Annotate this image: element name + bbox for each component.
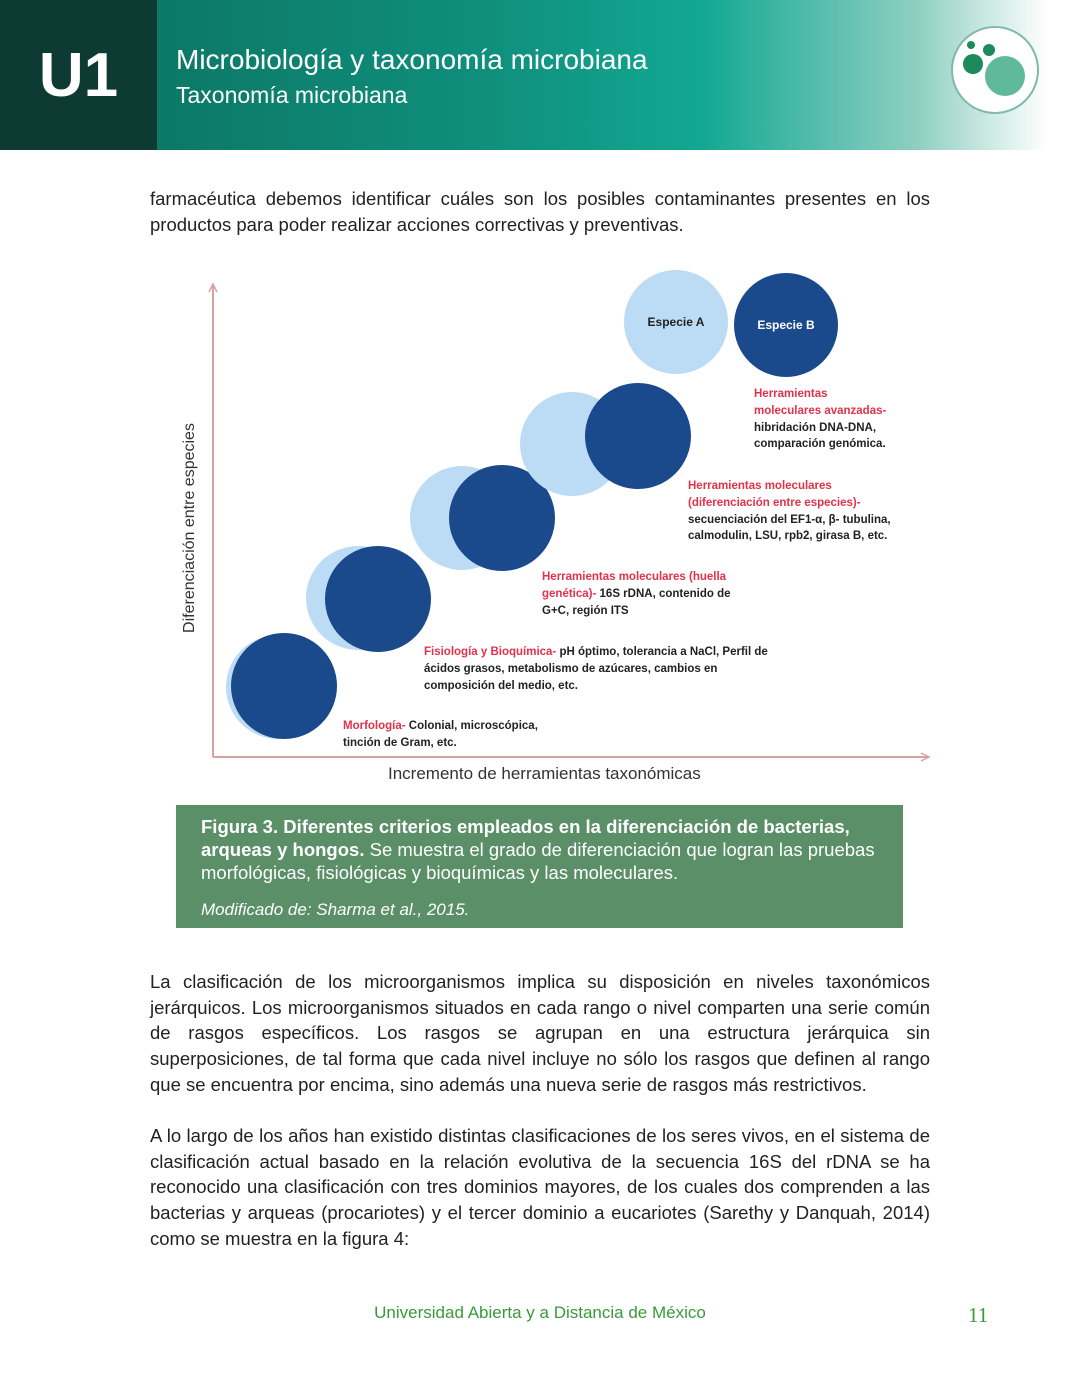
figure-caption: Figura 3. Diferentes criterios empleados en la diferenciación de bacterias, arqueas y hongos. Se muestra el grado de diferenciación que logran las pruebas morfológicas, fisiológicas y bioquímicas y las moleculares. Modificado de: Sharma et al., 2015. (176, 805, 903, 928)
level-label-fisiologia: Fisiología y Bioquímica- pH óptimo, tolerancia a NaCl, Perfil de ácidos grasos, metabolismo de azúcares, cambios en composición del medio, etc. (424, 646, 768, 692)
header-title: Microbiología y taxonomía microbiana (176, 44, 648, 75)
body-paragraph: farmacéutica debemos identificar cuáles son los posibles contaminantes presentes en los productos para poder realizar acciones correctivas y preventivas. (150, 188, 930, 235)
figure-diagram (0, 260, 1080, 800)
circle-especies (585, 383, 691, 489)
level-label-huella: Herramientas moleculares (huella genética)- 16S rDNA, contenido de G+C, región ITS (542, 571, 731, 617)
level-label-especies: Herramientas moleculares (diferenciación entre especies)- secuenciación del EF1-α, β- tubulina, calmodulin, LSU, rpb2, girasa B, etc. (688, 480, 891, 543)
caption-source: Modificado de: Sharma et al., 2015. (201, 900, 470, 919)
body-paragraph: La clasificación de los microorganismos implica su disposición en niveles taxonómicos jerárquicos. Los microorganismos situados en cada rango o nivel comparten una serie común de rasgos específicos. Los rasgos se agrupan en una estructura jerárquica sin superposiciones, de tal forma que cada nivel incluye no sólo los rasgos que definen al rango que se encuentra por encima, sino además una nueva serie de rasgos más restrictivos. (150, 971, 930, 1095)
y-axis-label: Diferenciación entre especies (181, 423, 198, 633)
university-logo-icon (951, 26, 1039, 114)
circle-especie-b: Especie B (734, 273, 838, 377)
level-label-avanzadas: Herramientas moleculares avanzadas- hibridación DNA-DNA, comparación genómica. (754, 388, 887, 451)
body-paragraph: A lo largo de los años han existido distintas clasificaciones de los seres vivos, en el sistema de clasificación actual basado en la relación evolutiva de la secuencia 16S del rDNA se ha reconocido una clasificación con tres dominios mayores, de los cuales dos comprenden a las bacterias y arqueas (procariotes) y el tercer dominio a eucariotes (Sarethy y Danquah, 2014) como se muestra en la figura 4: (150, 1125, 930, 1249)
x-axis-label: Incremento de herramientas taxonómicas (388, 764, 701, 783)
circle-fisiologia (325, 546, 431, 652)
level-label-morfologia: Morfología- Colonial, microscópica, tinción de Gram, etc. (343, 720, 538, 749)
footer-institution: Universidad Abierta y a Distancia de México (374, 1303, 706, 1322)
page-number: 11 (968, 1303, 989, 1327)
unit-badge: U1 (0, 0, 157, 150)
header-subtitle: Taxonomía microbiana (176, 82, 408, 108)
circle-especie-a: Especie A (624, 270, 728, 374)
page-header (0, 0, 1080, 150)
circle-morfologia (231, 633, 337, 739)
